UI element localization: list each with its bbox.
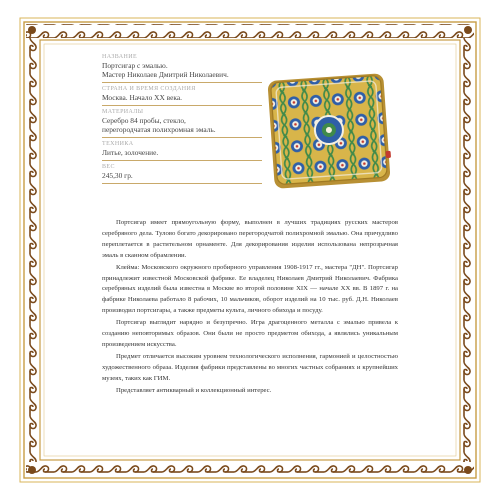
spec-value: Серебро 84 пробы, стекло, перегородчатая полихромная эмаль. bbox=[102, 116, 262, 138]
spec-label: ТЕХНИКА bbox=[102, 141, 134, 147]
spec-label: МАТЕРИАЛЫ bbox=[102, 109, 144, 115]
paragraph: Представляет антикварный и коллекционный интерес. bbox=[116, 386, 272, 394]
spec-value: 245,30 гр. bbox=[102, 171, 262, 184]
description-text bbox=[102, 218, 398, 398]
paragraph: Портсигар имеет прямоугольную форму, выполнен в лучших традициях русских мастеров серебряного дела. Тулово богато декорировано перегородчатой полихромной эмалью. Она причудливо переплетается в растительном орнаменте. Для декорирования изделия использована непрозрачная эмаль в сканном обрамлении. bbox=[102, 219, 398, 259]
paragraph: Клейма: Московского окружного пробирного управления 1908-1917 гг., мастера "ДН". Портсигар принадлежит известной Московской фабрике. Ее владелец Николаев Дмитрий Николаевич. Фабрика серебряных изделий была известна в Москве во второй половине XIX — начале XX вв. В 1897 г. на фабрике Николаева работало 8 рабочих, 10 мальчиков, оборот изделий на 10 тыс. руб. Д.Н. Николаев производил портсигары, а также предметы культа, личного обихода и посуду. bbox=[102, 263, 398, 315]
paragraph: Предмет отличается высоким уровнем технологического исполнения, гармонией и целостностью художественного образа. Изделия фабрики представлены во многих частных собраниях и крупнейших музеях, таких как ГИМ. bbox=[102, 352, 398, 382]
spec-item bbox=[102, 163, 262, 184]
paragraph: Портсигар выглядит нарядно и безупречно. Игра драгоценного металла с эмалью привела к созданию неповторимых образов. Они были не просто предметом обихода, а являлись уникальным произведением искусства. bbox=[102, 319, 398, 348]
content-sheet bbox=[74, 43, 426, 457]
spec-value: Портсигар с эмалью. Мастер Николаев Дмитрий Николаевич. bbox=[102, 61, 262, 83]
spec-item bbox=[102, 108, 262, 138]
spec-item bbox=[102, 53, 262, 83]
spec-item bbox=[102, 85, 262, 106]
spec-value: Москва. Начало XX века. bbox=[102, 93, 262, 106]
cigarette-case-image bbox=[263, 67, 395, 195]
specs-block bbox=[102, 51, 262, 186]
spec-item bbox=[102, 140, 262, 161]
spec-value: Литье, золочение. bbox=[102, 148, 262, 161]
spec-label: СТРАНА И ВРЕМЯ СОЗДАНИЯ bbox=[102, 86, 196, 92]
spec-label: НАЗВАНИЕ bbox=[102, 54, 138, 60]
spec-label: ВЕС bbox=[102, 164, 115, 170]
